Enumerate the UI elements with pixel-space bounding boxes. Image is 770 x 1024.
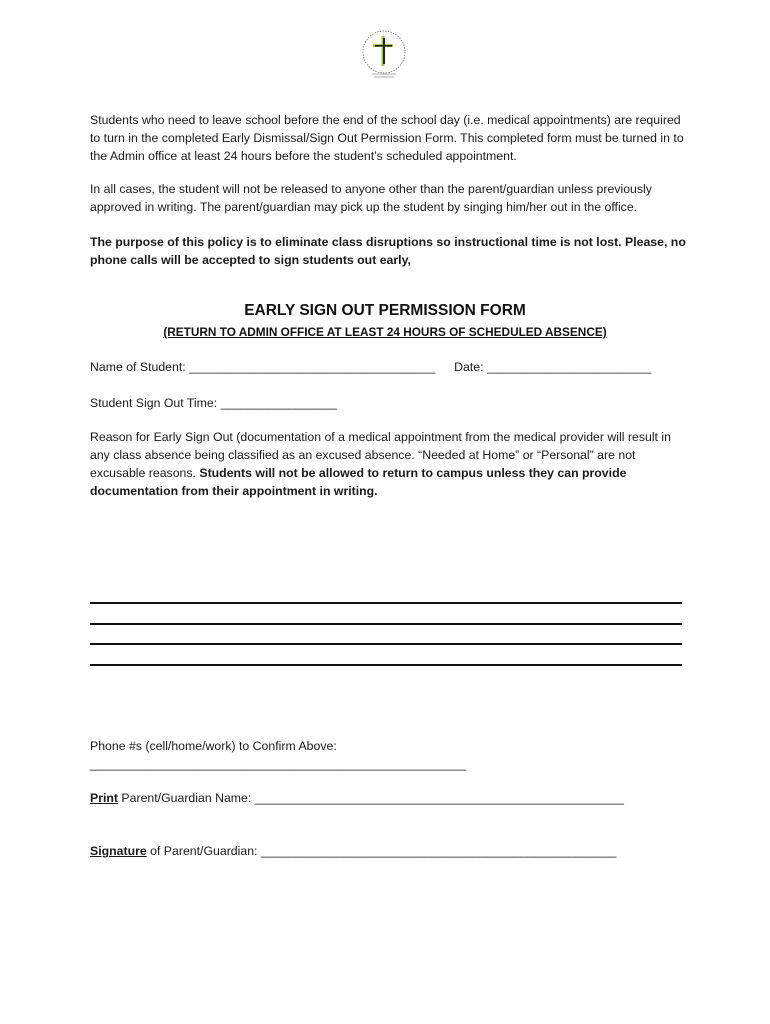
date-label: Date: [454,360,487,374]
reason-answer-line-2[interactable] [90,623,682,625]
signature-field[interactable]: ____________________________________________________ [260,844,617,858]
reason-answer-line-1[interactable] [90,602,682,604]
sign-out-time-row [90,394,337,412]
school-logo [352,28,416,84]
student-name-row [90,358,651,376]
signature-row [90,842,617,860]
sign-out-time-label: Student Sign Out Time: [90,396,221,410]
reason-warning: Students will not be allowed to return to campus unless they can provide documentation from their appointment in writing. [90,466,627,498]
form-subtitle: (RETURN TO ADMIN OFFICE AT LEAST 24 HOURS OF SCHEDULED ABSENCE) [163,325,607,339]
phone-field[interactable]: _______________________________________________________ [90,757,467,771]
print-word: Print [90,791,119,805]
intro-paragraph-2: In all cases, the student will not be released to anyone other than the parent/guardian unless previously approved in writing. The parent/guardian may pick up the student by singing him/her out in the office. [90,182,652,214]
phone-label: Phone #s (cell/home/work) to Confirm Above: [90,739,337,753]
reason-answer-line-4[interactable] [90,664,682,666]
sign-out-time-field[interactable]: _________________ [220,396,337,410]
form-title: EARLY SIGN OUT PERMISSION FORM [244,302,526,319]
student-name-field[interactable]: ____________________________________ [189,360,436,374]
reason-label: Reason for Early Sign Out (documentation of a medical appointment from the medical provider will result in any class absence being classified as an excused absence. “Needed at Home” or “Personal” are not excusable reasons. [90,430,671,480]
intro-paragraph-1: Students who need to leave school before the end of the school day (i.e. medical appointments) are required to turn in the completed Early Dismissal/Sign Out Permission Form. This completed form must be turned in to the Admin office at least 24 hours before the student’s scheduled appointment. [90,113,684,163]
reason-answer-line-3[interactable] [90,643,682,645]
student-name-label: Name of Student: [90,360,190,374]
reason-text [90,428,686,500]
policy-purpose-paragraph: The purpose of this policy is to eliminate class disruptions so instructional time is not lost. Please, no phone calls will be accepted to sign students out early, [90,235,686,267]
guardian-name-label: Parent/Guardian Name: [118,791,255,805]
signature-word: Signature [90,844,147,858]
date-field[interactable]: ________________________ [486,360,652,374]
signature-label: of Parent/Guardian: [146,844,261,858]
guardian-name-field[interactable]: ______________________________________________________ [254,791,625,805]
guardian-name-row [90,789,624,807]
school-cross-seal-icon [352,28,416,84]
